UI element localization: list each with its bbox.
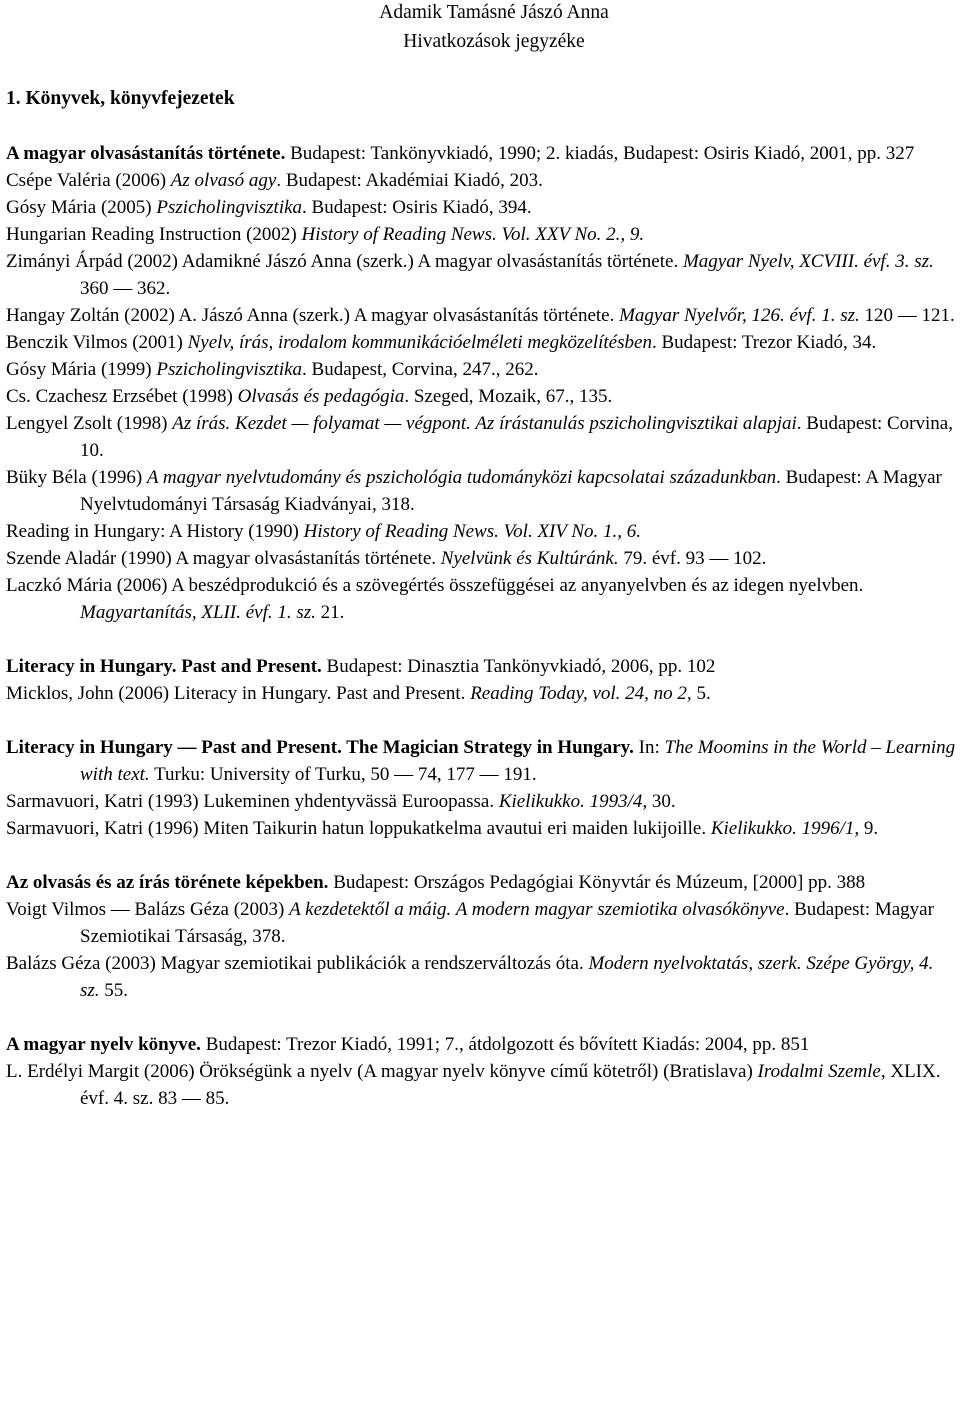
reference-text: 55. — [99, 980, 129, 1001]
reference-italic: Az olvasó agy — [170, 170, 277, 191]
reference-italic: Reading Today, vol. 24, no 2, — [470, 683, 692, 704]
reference-entry — [6, 734, 956, 788]
reference-entry — [6, 545, 956, 572]
reference-italic: Magyartanítás, XLII. évf. 1. sz. — [80, 602, 316, 623]
reference-entry — [6, 329, 956, 356]
reference-text: . Budapest, Corvina, 247., 262. — [302, 359, 539, 380]
reference-text: Budapest: Tankönyvkiadó, 1990; 2. kiadás, Budapest: Osiris Kiadó, 2001, pp. 327 — [285, 143, 915, 164]
reference-entry — [6, 572, 956, 626]
reference-italic: Irodalmi Szemle, — [757, 1061, 886, 1082]
reference-text: Hangay Zoltán (2002) A. Jászó Anna (szerk.) A magyar olvasástanítás története. — [6, 305, 620, 326]
reference-text: 120 — 121. — [859, 305, 955, 326]
reference-entry — [6, 248, 956, 302]
reference-title-bold: Az olvasás és az írás törénete képekben. — [6, 872, 329, 893]
reference-text: Budapest: Dinasztia Tankönyvkiadó, 2006, pp. 102 — [321, 656, 716, 677]
reference-text: Büky Béla (1996) — [6, 467, 147, 488]
reference-italic: Pszicholingvisztika — [156, 359, 303, 380]
reference-entry — [6, 383, 956, 410]
reference-text: . Budapest: Trezor Kiadó, 34. — [651, 332, 877, 353]
reference-italic: A magyar nyelvtudomány és pszichológia tudományközi kapcsolatai századunkban — [146, 467, 777, 488]
reference-italic: Az írás. Kezdet — folyamat — végpont. Az írástanulás pszicholingvisztikai alapjai — [172, 413, 797, 434]
reference-entry — [6, 410, 956, 464]
reference-italic: Nyelv, írás, irodalom kommunikációelméleti megközelítésben — [187, 332, 652, 353]
group-separator — [6, 626, 956, 653]
reference-text: Csépe Valéria (2006) — [6, 170, 171, 191]
reference-entry — [6, 518, 956, 545]
reference-text: Sarmavuori, Katri (1996) Miten Taikurin hatun loppukatkelma avautui eri maiden lukijoille. — [6, 818, 711, 839]
reference-text: . Budapest: Magyar Szemiotikai Társaság, 378. — [80, 899, 934, 947]
reference-entry — [6, 653, 956, 680]
reference-text: . Budapest: Osiris Kiadó, 394. — [302, 197, 532, 218]
reference-text: Zimányi Árpád (2002) Adamikné Jászó Anna (szerk.) A magyar olvasástanítás története. — [6, 251, 683, 272]
reference-text: 79. évf. 93 — 102. — [618, 548, 767, 569]
reference-entry — [6, 815, 956, 842]
reference-entry — [6, 680, 956, 707]
section-title: 1. Könyvek, könyvfejezetek — [6, 88, 235, 109]
reference-italic: Kielikukko. 1996/1, — [710, 818, 860, 839]
reference-group — [6, 734, 956, 842]
reference-entry — [6, 1031, 956, 1058]
reference-italic: Magyar Nyelvőr, 126. évf. 1. sz. — [619, 305, 860, 326]
reference-text: Turku: University of Turku, 50 — 74, 177 — 191. — [149, 764, 537, 785]
reference-group — [6, 653, 956, 707]
reference-italic: Olvasás és pedagógia — [237, 386, 405, 407]
reference-entry — [6, 167, 956, 194]
reference-entry — [6, 194, 956, 221]
reference-text: Voigt Vilmos — Balázs Géza (2003) — [6, 899, 290, 920]
reference-group — [6, 869, 956, 1004]
reference-text: Benczik Vilmos (2001) — [6, 332, 188, 353]
reference-text: . Budapest: Akadémiai Kiadó, 203. — [276, 170, 543, 191]
reference-italic: Kielikukko. 1993/4, — [498, 791, 648, 812]
reference-entry — [6, 302, 956, 329]
reference-entry — [6, 950, 956, 1004]
reference-title-bold: Literacy in Hungary. Past and Present. — [6, 656, 322, 677]
reference-entry — [6, 356, 956, 383]
group-separator — [6, 1004, 956, 1031]
reference-entry — [6, 221, 956, 248]
reference-text: Lengyel Zsolt (1998) — [6, 413, 173, 434]
reference-text: L. Erdélyi Margit (2006) Örökségünk a nyelv (A magyar nyelv könyve című kötetről) (Bratislava) — [6, 1061, 758, 1082]
reference-text: XLIX. évf. 4. sz. 83 — 85. — [80, 1061, 941, 1109]
reference-text: Gósy Mária (1999) — [6, 359, 157, 380]
reference-entry — [6, 1058, 956, 1112]
reference-title-bold: Literacy in Hungary — Past and Present. The Magician Strategy in Hungary. — [6, 737, 634, 758]
reference-text: . Szeged, Mozaik, 67., 135. — [404, 386, 613, 407]
reference-title-bold: A magyar olvasástanítás története. — [6, 143, 286, 164]
group-separator — [6, 842, 956, 869]
reference-text: Micklos, John (2006) Literacy in Hungary. Past and Present. — [6, 683, 471, 704]
reference-text: Sarmavuori, Katri (1993) Lukeminen yhdentyvässä Euroopassa. — [6, 791, 499, 812]
reference-group — [6, 140, 956, 626]
reference-text: . Budapest: Corvina, 10. — [80, 413, 953, 461]
reference-italic: Pszicholingvisztika — [156, 197, 303, 218]
reference-entry — [6, 896, 956, 950]
reference-text: Balázs Géza (2003) Magyar szemiotikai publikációk a rendszerváltozás óta. — [6, 953, 589, 974]
reference-text: Cs. Czachesz Erzsébet (1998) — [6, 386, 238, 407]
reference-text: 5. — [691, 683, 711, 704]
reference-italic: Modern nyelvoktatás, szerk. Szépe György, 4. sz. — [80, 953, 934, 1001]
reference-text: 9. — [859, 818, 879, 839]
author-name: Adamik Tamásné Jászó Anna — [379, 2, 609, 23]
reference-text: Laczkó Mária (2006) A beszédprodukció és a szövegértés összefüggései az anyanyelvben és az idegen nyelvben. — [6, 575, 864, 596]
reference-text: Budapest: Országos Pedagógiai Könyvtár és Múzeum, [2000] pp. 388 — [328, 872, 866, 893]
reference-entry — [6, 869, 956, 896]
reference-text: Gósy Mária (2005) — [6, 197, 157, 218]
reference-text: Szende Aladár (1990) A magyar olvasástanítás története. — [6, 548, 441, 569]
document-subtitle: Hivatkozások jegyzéke — [403, 31, 585, 52]
reference-text: Hungarian Reading Instruction (2002) — [6, 224, 302, 245]
reference-text: 21. — [315, 602, 345, 623]
reference-entry — [6, 140, 956, 167]
reference-italic: Nyelvünk és Kultúránk. — [440, 548, 619, 569]
reference-text: 360 — 362. — [80, 278, 171, 299]
reference-list — [6, 140, 956, 1112]
reference-italic: History of Reading News. Vol. XXV No. 2., 9. — [301, 224, 645, 245]
reference-text: Budapest: Trezor Kiadó, 1991; 7., átdolgozott és bővített Kiadás: 2004, pp. 851 — [200, 1034, 810, 1055]
reference-group — [6, 1031, 956, 1112]
reference-text: In: — [633, 737, 665, 758]
reference-italic: The Moomins in the World – Learning with text. — [80, 737, 956, 785]
reference-entry — [6, 464, 956, 518]
reference-title-bold: A magyar nyelv könyve. — [6, 1034, 201, 1055]
reference-italic: Magyar Nyelv, XCVIII. évf. 3. sz. — [682, 251, 934, 272]
reference-italic: History of Reading News. Vol. XIV No. 1., 6. — [303, 521, 642, 542]
group-separator — [6, 707, 956, 734]
reference-italic: A kezdetektől a máig. A modern magyar szemiotika olvasókönyve — [289, 899, 785, 920]
reference-entry — [6, 788, 956, 815]
reference-text: . Budapest: A Magyar Nyelvtudományi Társaság Kiadványai, 318. — [80, 467, 942, 515]
reference-text: 30. — [647, 791, 676, 812]
reference-text: Reading in Hungary: A History (1990) — [6, 521, 304, 542]
